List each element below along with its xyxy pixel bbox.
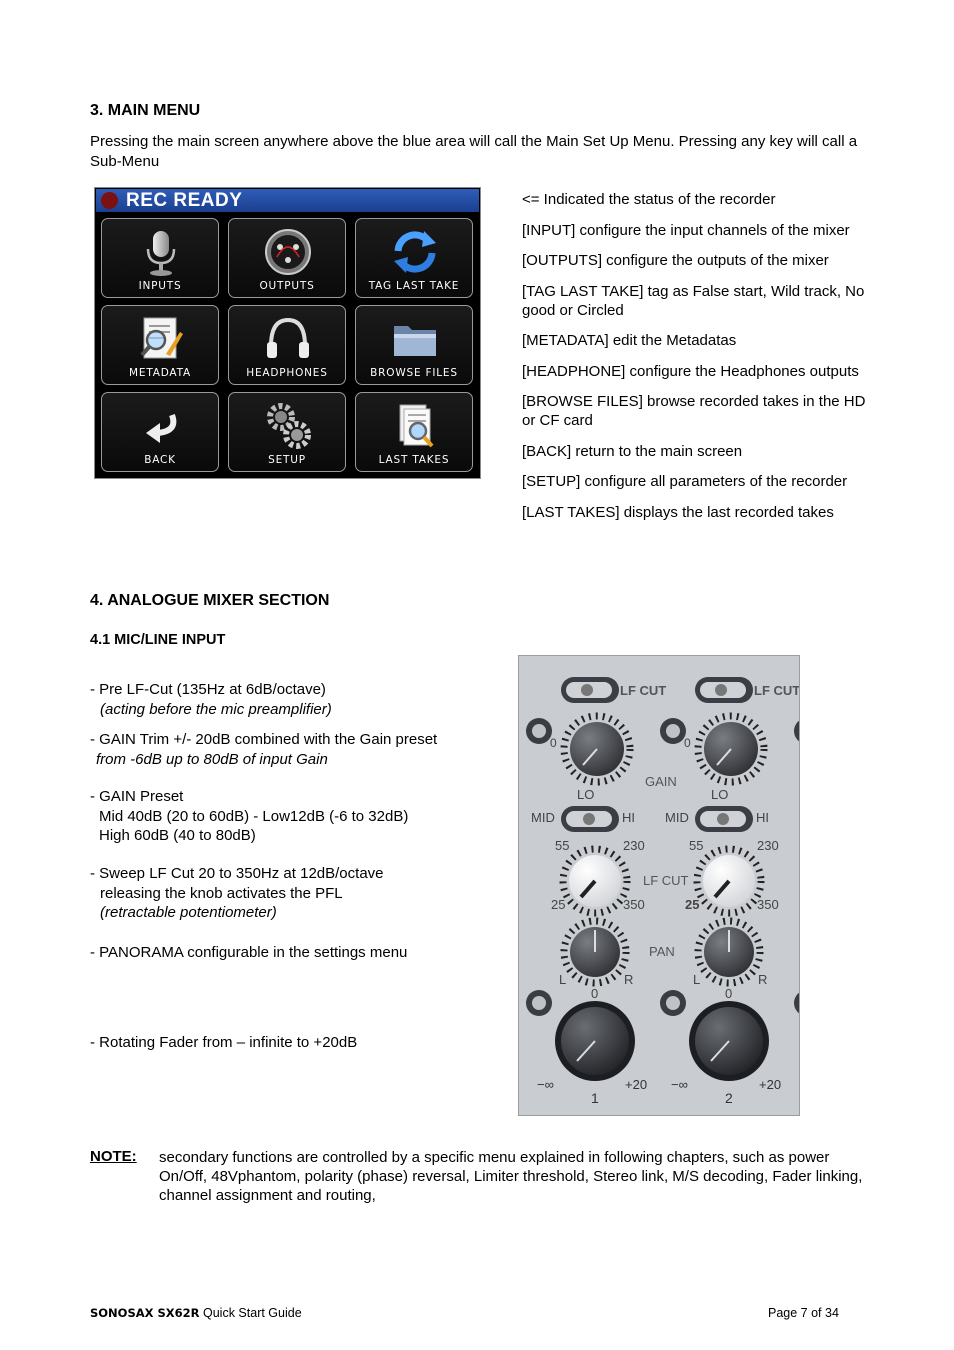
channel-strip-2	[660, 677, 800, 1106]
mixer-panel-graphic	[519, 656, 800, 1116]
led-indicator-icon	[794, 718, 800, 744]
svg-text:350: 350	[757, 897, 779, 912]
section-4-heading: 4. ANALOGUE MIXER SECTION	[90, 592, 330, 609]
svg-text:55: 55	[555, 838, 570, 853]
tile-outputs[interactable]	[228, 218, 346, 298]
note-text: secondary functions are controlled by a specific menu explained in following chapters, such as power On/Off, 48Vphantom, polarity (phase) reversal, Limiter threshold, Stereo link, M/S decoding, Fader linking, channel assignment and routing,	[159, 1149, 863, 1204]
tile-back[interactable]	[101, 392, 219, 472]
refresh-arrows-icon	[390, 227, 440, 277]
tile-metadata[interactable]	[101, 305, 219, 385]
record-status-dot-icon	[101, 192, 118, 209]
svg-text:25: 25	[685, 897, 700, 912]
svg-text:−∞: −∞	[671, 1077, 688, 1092]
section-3-intro: Pressing the main screen anywhere above the blue area will call the Main Set Up Menu. Pressing any key will call a Sub-Menu	[90, 133, 858, 170]
mixer-channel-strip-illustration	[518, 655, 800, 1116]
label-gain: GAIN	[645, 774, 677, 789]
svg-text:55: 55	[689, 838, 704, 853]
channel-strip-1	[526, 677, 666, 1106]
channel-number-2: 2	[725, 1090, 733, 1106]
svg-text:R: R	[624, 972, 634, 987]
desc-input: [INPUT] configure the input channels of the mixer	[522, 221, 850, 239]
svg-text:230: 230	[623, 838, 645, 853]
section-3-heading: 3. MAIN MENU	[90, 102, 201, 119]
menu-descriptions	[522, 190, 882, 533]
footer-page-number: Page 7 of 34	[768, 1306, 839, 1320]
label-lfcut-switch: LF CUT	[754, 683, 801, 698]
desc-setup: [SETUP] configure all parameters of the recorder	[522, 473, 848, 490]
tile-label: METADATA	[129, 367, 191, 379]
status-bar[interactable]	[96, 189, 479, 212]
tile-label: INPUTS	[138, 280, 182, 292]
svg-text:MID: MID	[665, 810, 689, 825]
svg-text:HI: HI	[756, 810, 769, 825]
svg-text:0: 0	[550, 736, 557, 750]
svg-text:L: L	[693, 972, 701, 987]
headphones-icon	[263, 314, 313, 364]
bullet-sweep-lfcut: - Sweep LF Cut 20 to 350Hz at 12dB/octave releasing the knob activates the PFL (retractable potentiometer)	[90, 865, 384, 921]
status-text: REC READY	[126, 189, 243, 211]
section-4-1-subheading: 4.1 MIC/LINE INPUT	[90, 632, 226, 648]
svg-text:0: 0	[725, 986, 733, 1001]
footer-brand: SONOSAX SX62R	[90, 1306, 200, 1320]
footer-title: Quick Start Guide	[199, 1306, 302, 1320]
tile-browse-files[interactable]	[355, 305, 473, 385]
note-label: NOTE:	[90, 1148, 137, 1165]
bullet-panorama: - PANORAMA configurable in the settings menu	[90, 944, 408, 961]
label-lfcut-switch: LF CUT	[620, 683, 667, 698]
bullet-gain-trim: - GAIN Trim +/- 20dB combined with the Gain preset from -6dB up to 80dB of input Gain	[90, 731, 438, 768]
svg-text:230: 230	[757, 838, 779, 853]
tile-headphones[interactable]	[228, 305, 346, 385]
bullet-pre-lfcut: - Pre LF-Cut (135Hz at 6dB/octave) (acting before the mic preamplifier)	[90, 681, 332, 718]
document-magnify-icon	[390, 401, 440, 451]
desc-back: [BACK] return to the main screen	[522, 442, 743, 460]
tile-setup[interactable]	[228, 392, 346, 472]
recorder-main-menu-screen	[94, 187, 481, 479]
microphone-icon	[136, 227, 186, 277]
footer-guide-title	[90, 1306, 302, 1320]
desc-outputs: [OUTPUTS] configure the outputs of the mixer	[522, 252, 829, 269]
desc-status: <= Indicated the status of the recorder	[522, 191, 776, 208]
svg-text:0: 0	[591, 986, 599, 1001]
tile-inputs[interactable]	[101, 218, 219, 298]
desc-headphone: [HEADPHONE] configure the Headphones outputs	[522, 362, 859, 380]
tile-label: OUTPUTS	[259, 280, 315, 292]
label-lfcut-knob: LF CUT	[643, 873, 689, 888]
svg-text:25: 25	[551, 897, 566, 912]
svg-text:LO: LO	[711, 787, 729, 802]
tile-label: SETUP	[268, 454, 306, 466]
tile-last-takes[interactable]	[355, 392, 473, 472]
tile-label: HEADPHONES	[246, 367, 328, 379]
tile-label: LAST TAKES	[378, 454, 450, 466]
tile-label: TAG LAST TAKE	[368, 280, 460, 292]
svg-text:0: 0	[684, 736, 691, 750]
led-indicator-icon	[794, 990, 800, 1016]
xlr-connector-icon	[263, 227, 313, 277]
svg-text:R: R	[758, 972, 768, 987]
folder-icon	[390, 314, 440, 364]
svg-text:L: L	[559, 972, 567, 987]
svg-text:−∞: −∞	[537, 1077, 554, 1092]
desc-metadata: [METADATA] edit the Metadatas	[522, 332, 737, 349]
label-pan: PAN	[649, 944, 675, 959]
bullet-gain-preset: - GAIN Preset Mid 40dB (20 to 60dB) - Low12dB (-6 to 32dB) High 60dB (40 to 80dB)	[90, 788, 409, 844]
back-arrow-icon	[136, 401, 186, 451]
svg-text:LO: LO	[577, 787, 595, 802]
tile-tag-last-take[interactable]	[355, 218, 473, 298]
svg-text:350: 350	[623, 897, 645, 912]
desc-browse-files: [BROWSE FILES] browse recorded takes in the HD or CF card	[522, 393, 866, 429]
tile-label: BACK	[144, 454, 176, 466]
desc-tag-last-take: [TAG LAST TAKE] tag as False start, Wild track, No good or Circled	[522, 282, 865, 319]
svg-text:+20: +20	[759, 1077, 782, 1092]
svg-text:MID: MID	[531, 810, 555, 825]
document-search-icon	[136, 314, 186, 364]
svg-text:+20: +20	[625, 1077, 648, 1092]
bullet-rotating-fader: - Rotating Fader from – infinite to +20dB	[90, 1034, 358, 1051]
tile-label: BROWSE FILES	[370, 367, 458, 379]
desc-last-takes: [LAST TAKES] displays the last recorded takes	[522, 503, 834, 521]
gears-icon	[263, 401, 313, 451]
svg-text:HI: HI	[622, 810, 635, 825]
channel-number-1: 1	[591, 1090, 599, 1106]
